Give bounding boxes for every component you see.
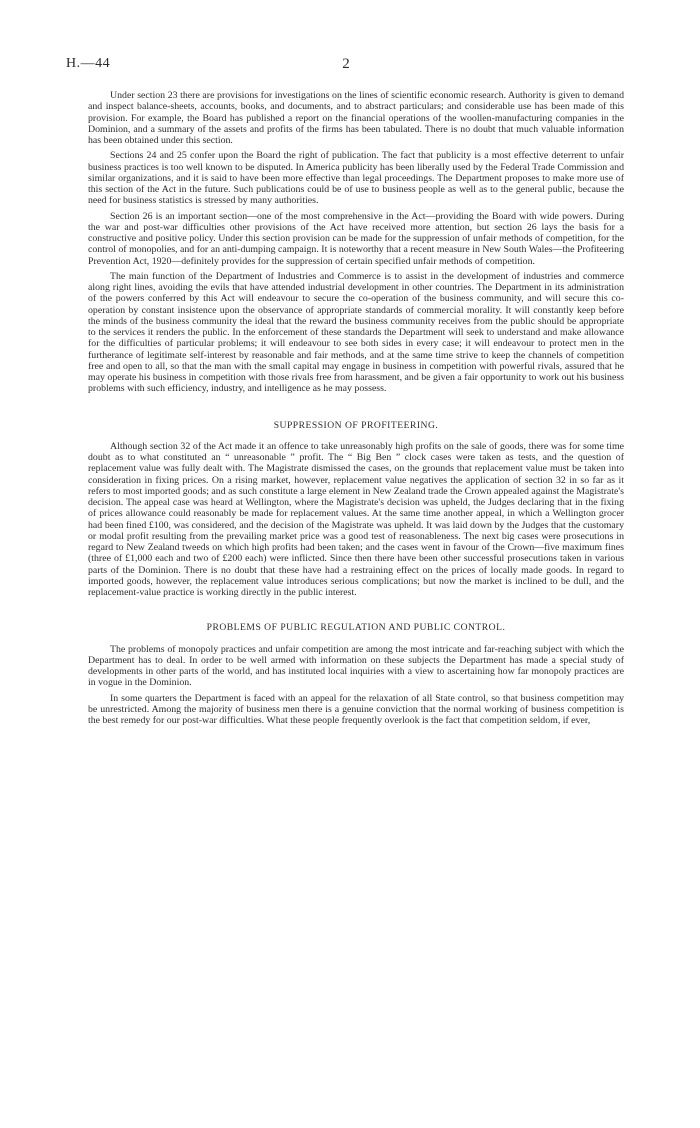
- paragraph-main-function: The main function of the Department of Industries and Commerce is to assist in the development of industries and commerce along right lines, avoiding the evils that have attended industrial development in other countries. The Department in its administration of the powers conferred by this Act will endeavour to secure the co-operation of the business community, and will secure this co-operation by constant insistence upon the observance of appropriate standards of commercial morality. It will constantly keep before the minds of the business community the ideal that the reward the business community receives from the public should be appropriate to the services it renders the public. In the enforcement of these standards the Department will seek to understand and make allowance for the difficulties of particular problems; it will endeavour to see both sides in every case; it will endeavour to protect men in the furtherance of legitimate self-interest by reasonable and fair methods, and at the same time strive to keep the channels of competition free and open to all, so that the man with the small capital may engage in business in competition with powerful rivals, assured that he may operate his business in competition with those rivals free from harassment, and be given a fair opportunity to work out his business problems with such efficiency, industry, and intelligence as he may possess.: [88, 270, 624, 395]
- heading-suppression-of-profiteering: SUPPRESSION OF PROFITEERING.: [273, 419, 439, 431]
- heading-problems-of-public-regulation: PROBLEMS OF PUBLIC REGULATION AND PUBLIC CONTROL.: [206, 622, 506, 634]
- page-header: [66, 56, 626, 78]
- document-body: [88, 90, 624, 730]
- paragraph-state-control-appeal: In some quarters the Department is faced with an appeal for the relaxation of all State control, so that business competition may be unrestricted. Among the majority of business men there is a genuine conviction that the normal working of business competition is the best remedy for our post-war difficulties. What these people frequently overlook is the fact that competition seldom, if ever,: [88, 692, 624, 726]
- paragraph-section-26: Section 26 is an important section—one of the most comprehensive in the Act—providing the Board with wide powers. During the war and post-war difficulties other provisions of the Act have received more attention, but section 26 lays the basis for a constructive and positive policy. Under this section provision can be made for the suppression of unfair methods of competition, for the control of monopolies, and for an anti-dumping campaign. It is noteworthy that a recent measure in New South Wales—the Profiteering Prevention Act, 1920—definitely provides for the suppression of certain specified unfair methods of competition.: [88, 210, 624, 267]
- paragraph-sections-24-25: Sections 24 and 25 confer upon the Board the right of publication. The fact that publicity is a most effective deterrent to unfair business practices is too well known to be disputed. In America publicity has been liberally used by the Federal Trade Commission and similar organizations, and it is said to have been more effective than legal proceedings. The Department proposes to make more use of this section of the Act in the future. Such publications could be of use to business people as well as to the general public, because the need for business statistics is stressed by many authorities.: [88, 150, 624, 207]
- paragraph-monopoly-problems: The problems of monopoly practices and unfair competition are among the most intricate and far-reaching subject with which the Department has to deal. In order to be well armed with information on these subjects the Department has made a special study of developments in other parts of the world, and has instituted local inquiries with a view to ascertaining how far monopoly practices are in vogue in the Dominion.: [88, 643, 624, 689]
- document-identifier: H.—44: [66, 56, 111, 71]
- paragraph-section-32: Although section 32 of the Act made it an offence to take unreasonably high profits on the sale of goods, there was for some time doubt as to what constituted an “ unreasonable ” profit. The “ Big Ben ” clock cases were taken as tests, and the question of replacement value was fully dealt with. The Magistrate dismissed the cases, on the grounds that replacement value must be taken into consideration in fixing prices. On a rising market, however, replacement value negatives the application of section 32 in so far as it refers to most imported goods; and as such constitute a large element in New Zealand trade the Crown appealed against the Magistrate's decision. The appeal case was heard at Wellington, where the Magistrate's decision was upheld, the Judges declaring that in the fixing of prices allowance could reasonably be made for replacement values. At the same time another appeal, in which a Wellington grocer had been fined £100, was considered, and the decision of the Magistrate was upheld. It was laid down by the Judges that the customary or modal profit resulting from the prevailing market price was a good test of reasonableness. The next big cases were prosecutions in regard to New Zealand tweeds on which high profits had been taken; and the cases went in favour of the Crown—five maximum fines (three of £1,000 each and two of £200 each) were inflicted. Since then there have been other successful prosecutions taken in various parts of the Dominion. There is no doubt that these have had a restraining effect on the prices of locally made goods. In regard to imported goods, however, the replacement value introduces serious complications; but now the market is inclined to be dull, and the replacement-value practice is working directly in the public interest.: [88, 440, 624, 598]
- paragraph-section-23: Under section 23 there are provisions for investigations on the lines of scientific economic research. Authority is given to demand and inspect balance-sheets, accounts, books, and documents, and to abstract particulars; and considerable use has been made of this provision. For example, the Board has published a report on the financial operations of the woollen-manufacturing companies in the Dominion, and a summary of the assets and profits of the firms has been tabulated. There is no doubt that much valuable information has been obtained under this section.: [88, 90, 624, 146]
- page-number: 2: [342, 56, 350, 72]
